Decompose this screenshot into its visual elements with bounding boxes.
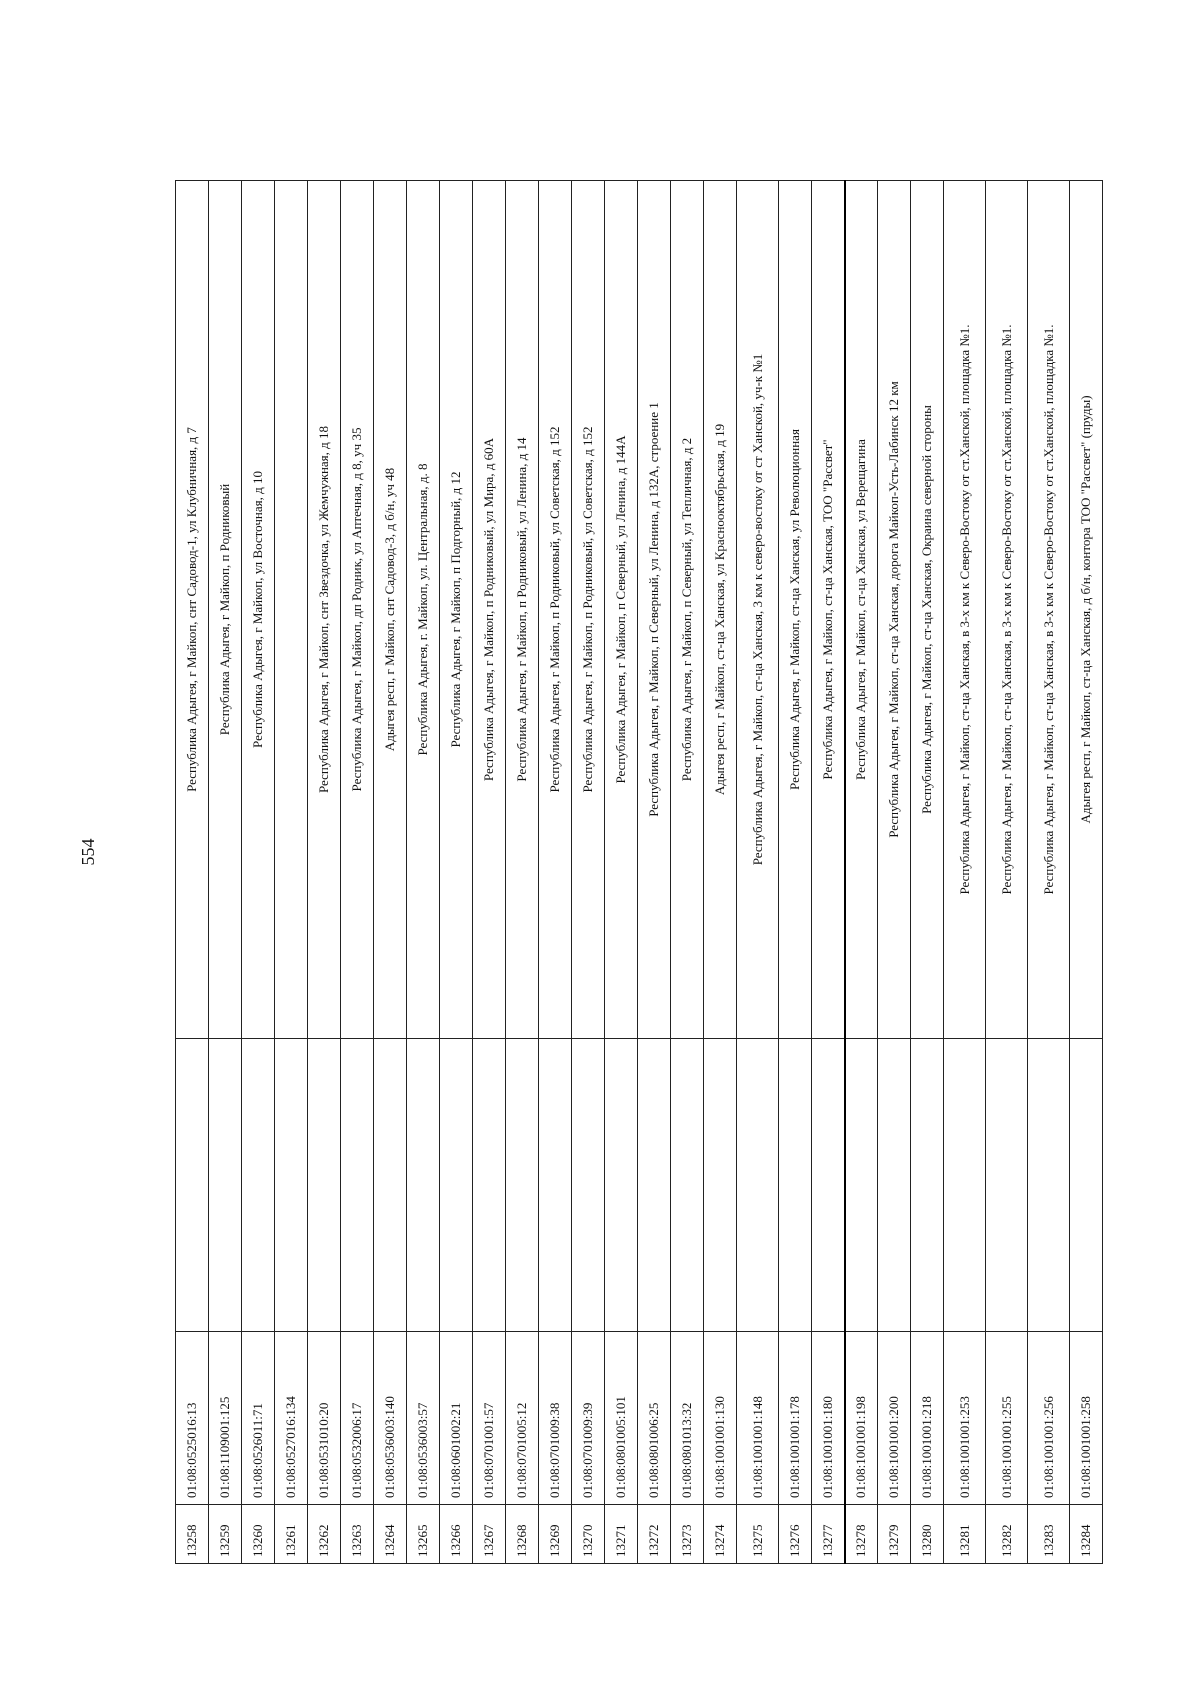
cadastral-number-cell: 01:08:1001001:255: [986, 1332, 1028, 1505]
cadastral-number-cell: 01:08:1001001:178: [779, 1332, 812, 1505]
empty-cell: [605, 1039, 638, 1332]
row-number-cell: 13271: [605, 1505, 638, 1564]
address-cell: Республика Адыгея, г Майкоп, ст-ца Ханская, в 3-х км к Северо-Востоку от ст.Ханской, площадка №1.: [1028, 181, 1070, 1039]
cadastral-number-cell: 01:08:0525016:13: [176, 1332, 209, 1505]
address-cell: Республика Адыгея, г Майкоп, п Родниковый, ул Советская, д 152: [572, 181, 605, 1039]
address-cell: Республика Адыгея, г Майкоп, дп Родник, ул Аптечная, д 8, уч 35: [341, 181, 374, 1039]
empty-cell: [1070, 1039, 1103, 1332]
empty-cell: [473, 1039, 506, 1332]
table-row: [638, 181, 671, 1564]
address-cell: Республика Адыгея, г Майкоп, п Подгорный, д 12: [440, 181, 473, 1039]
address-cell: Республика Адыгея, г Майкоп, п Северный, ул Ленина, д 132А, строение 1: [638, 181, 671, 1039]
row-number-cell: 13277: [812, 1505, 845, 1564]
table-row: [845, 181, 878, 1564]
cadastral-number-cell: 01:08:0527016:134: [275, 1332, 308, 1505]
row-number-cell: 13275: [737, 1505, 779, 1564]
address-cell: Республика Адыгея, г Майкоп, ул Восточная, д 10: [242, 181, 275, 1039]
address-cell: Республика Адыгея, г Майкоп, ст-ца Ханская, ТОО "Рассвет": [812, 181, 845, 1039]
row-number-cell: 13261: [275, 1505, 308, 1564]
table-row: [1028, 181, 1070, 1564]
table-row: [605, 181, 638, 1564]
empty-cell: [812, 1039, 845, 1332]
empty-cell: [275, 1039, 308, 1332]
cadastral-number-cell: 01:08:1109001:125: [209, 1332, 242, 1505]
cadastral-number-cell: 01:08:0801006:25: [638, 1332, 671, 1505]
row-number-cell: 13273: [671, 1505, 704, 1564]
address-cell: Республика Адыгея, г Майкоп, снт Звездочка, ул Жемчужная, д 18: [308, 181, 341, 1039]
cadastral-number-cell: 01:08:1001001:218: [911, 1332, 944, 1505]
table-row: [572, 181, 605, 1564]
row-number-cell: 13278: [845, 1505, 878, 1564]
address-cell: Республика Адыгея, г Майкоп, ст-ца Ханская, в 3-х км к Северо-Востоку от ст.Ханской, площадка №1.: [944, 181, 986, 1039]
empty-cell: [878, 1039, 911, 1332]
address-cell: Республика Адыгея, г Майкоп, п Северный, ул Ленина, д 144А: [605, 181, 638, 1039]
empty-cell: [440, 1039, 473, 1332]
cadastral-number-cell: 01:08:0701001:57: [473, 1332, 506, 1505]
address-cell: Республика Адыгея, г Майкоп, ст-ца Ханская, ул Верещагина: [845, 181, 878, 1039]
table-row: [407, 181, 440, 1564]
table-row: [473, 181, 506, 1564]
row-number-cell: 13280: [911, 1505, 944, 1564]
row-number-cell: 13276: [779, 1505, 812, 1564]
table-row: [812, 181, 845, 1564]
address-cell: Республика Адыгея, г Майкоп, п Родниковый, ул Советская, д 152: [539, 181, 572, 1039]
table-row: [341, 181, 374, 1564]
empty-cell: [737, 1039, 779, 1332]
cadastral-number-cell: 01:08:0536003:140: [374, 1332, 407, 1505]
row-number-cell: 13283: [1028, 1505, 1070, 1564]
cadastral-table-container: [175, 180, 1093, 1564]
empty-cell: [407, 1039, 440, 1332]
row-number-cell: 13265: [407, 1505, 440, 1564]
table-row: [878, 181, 911, 1564]
cadastral-number-cell: 01:08:1001001:200: [878, 1332, 911, 1505]
row-number-cell: 13262: [308, 1505, 341, 1564]
cadastral-number-cell: 01:08:0701009:39: [572, 1332, 605, 1505]
row-number-cell: 13272: [638, 1505, 671, 1564]
row-number-cell: 13284: [1070, 1505, 1103, 1564]
cadastral-number-cell: 01:08:0536003:57: [407, 1332, 440, 1505]
address-cell: Республика Адыгея, г Майкоп, снт Садовод-1, ул Клубничная, д 7: [176, 181, 209, 1039]
empty-cell: [308, 1039, 341, 1332]
cadastral-number-cell: 01:08:0801005:101: [605, 1332, 638, 1505]
table-row: [779, 181, 812, 1564]
cadastral-number-cell: 01:08:1001001:180: [812, 1332, 845, 1505]
address-cell: [275, 181, 308, 1039]
row-number-cell: 13258: [176, 1505, 209, 1564]
cadastral-number-cell: 01:08:0701005:12: [506, 1332, 539, 1505]
address-cell: Республика Адыгея, г Майкоп, п Родниковый: [209, 181, 242, 1039]
empty-cell: [911, 1039, 944, 1332]
empty-cell: [704, 1039, 737, 1332]
empty-cell: [374, 1039, 407, 1332]
row-number-cell: 13274: [704, 1505, 737, 1564]
empty-cell: [986, 1039, 1028, 1332]
cadastral-number-cell: 01:08:0701009:38: [539, 1332, 572, 1505]
cadastral-number-cell: 01:08:1001001:148: [737, 1332, 779, 1505]
row-number-cell: 13268: [506, 1505, 539, 1564]
table-row: [539, 181, 572, 1564]
row-number-cell: 13264: [374, 1505, 407, 1564]
empty-cell: [572, 1039, 605, 1332]
table-row: [506, 181, 539, 1564]
cadastral-number-cell: 01:08:1001001:130: [704, 1332, 737, 1505]
empty-cell: [1028, 1039, 1070, 1332]
address-cell: Адыгея респ, г Майкоп, ст-ца Ханская, ул Краснооктябрьская, д 19: [704, 181, 737, 1039]
table-row: [176, 181, 209, 1564]
cadastral-number-cell: 01:08:1001001:198: [845, 1332, 878, 1505]
row-number-cell: 13269: [539, 1505, 572, 1564]
table-row: [1070, 181, 1103, 1564]
cadastral-table: [175, 180, 1103, 1564]
cadastral-number-cell: 01:08:0801013:32: [671, 1332, 704, 1505]
page-number: 554: [78, 838, 98, 866]
table-row: [242, 181, 275, 1564]
row-number-cell: 13260: [242, 1505, 275, 1564]
empty-cell: [671, 1039, 704, 1332]
row-number-cell: 13263: [341, 1505, 374, 1564]
table-row: [986, 181, 1028, 1564]
table-row: [704, 181, 737, 1564]
table-row: [944, 181, 986, 1564]
empty-cell: [209, 1039, 242, 1332]
cadastral-number-cell: 01:08:0531010:20: [308, 1332, 341, 1505]
empty-cell: [638, 1039, 671, 1332]
row-number-cell: 13266: [440, 1505, 473, 1564]
row-number-cell: 13267: [473, 1505, 506, 1564]
cadastral-number-cell: 01:08:0532006:17: [341, 1332, 374, 1505]
address-cell: Республика Адыгея, г Майкоп, п Родниковый, ул Ленина, д 14: [506, 181, 539, 1039]
address-cell: Адыгея респ, г Майкоп, снт Садовод-3, д б/н, уч 48: [374, 181, 407, 1039]
row-number-cell: 13281: [944, 1505, 986, 1564]
row-number-cell: 13282: [986, 1505, 1028, 1564]
address-cell: Республика Адыгея, г Майкоп, п Родниковый, ул Мира, д 60А: [473, 181, 506, 1039]
empty-cell: [944, 1039, 986, 1332]
table-row: [308, 181, 341, 1564]
empty-cell: [242, 1039, 275, 1332]
table-row: [374, 181, 407, 1564]
address-cell: Республика Адыгея, г. Майкоп, ул. Центральная, д. 8: [407, 181, 440, 1039]
table-row: [671, 181, 704, 1564]
table-row: [737, 181, 779, 1564]
row-number-cell: 13259: [209, 1505, 242, 1564]
empty-cell: [341, 1039, 374, 1332]
cadastral-number-cell: 01:08:1001001:256: [1028, 1332, 1070, 1505]
address-cell: Республика Адыгея, г Майкоп, ст-ца Ханская, 3 км к северо-востоку от ст Ханской, уч-к №1: [737, 181, 779, 1039]
empty-cell: [779, 1039, 812, 1332]
empty-cell: [845, 1039, 878, 1332]
cadastral-number-cell: 01:08:0601002:21: [440, 1332, 473, 1505]
address-cell: Республика Адыгея, г Майкоп, ст-ца Ханская, дорога Майкоп-Усть-Лабинск 12 км: [878, 181, 911, 1039]
table-row: [275, 181, 308, 1564]
table-row: [911, 181, 944, 1564]
address-cell: Республика Адыгея, г Майкоп, ст-ца Ханская, Окраина северной стороны: [911, 181, 944, 1039]
row-number-cell: 13279: [878, 1505, 911, 1564]
table-row: [440, 181, 473, 1564]
row-number-cell: 13270: [572, 1505, 605, 1564]
cadastral-number-cell: 01:08:1001001:253: [944, 1332, 986, 1505]
cadastral-number-cell: 01:08:1001001:258: [1070, 1332, 1103, 1505]
empty-cell: [176, 1039, 209, 1332]
table-body: [176, 181, 1103, 1564]
empty-cell: [506, 1039, 539, 1332]
cadastral-number-cell: 01:08:0526011:71: [242, 1332, 275, 1505]
empty-cell: [539, 1039, 572, 1332]
address-cell: Адыгея респ, г Майкоп, ст-ца Ханская, д б/н, контора ТОО "Рассвет" (пруды): [1070, 181, 1103, 1039]
table-row: [209, 181, 242, 1564]
address-cell: Республика Адыгея, г Майкоп, ст-ца Ханская, в 3-х км к Северо-Востоку от ст.Ханской, площадка №1.: [986, 181, 1028, 1039]
address-cell: Республика Адыгея, г Майкоп, п Северный, ул Тепличная, д 2: [671, 181, 704, 1039]
address-cell: Республика Адыгея, г Майкоп, ст-ца Ханская, ул Революционная: [779, 181, 812, 1039]
